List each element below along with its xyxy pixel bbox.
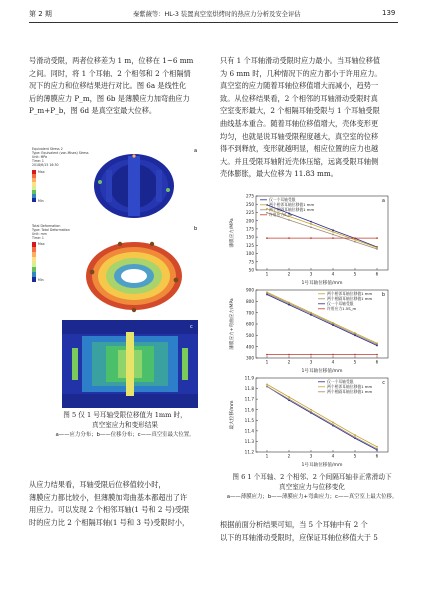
- data-point: [332, 324, 334, 326]
- y-axis-label: 薄膜应力+弯曲应力/MPa: [230, 298, 235, 350]
- x-tick-label: 3: [309, 453, 313, 459]
- data-point: [332, 234, 334, 236]
- y-tick-label: 125: [246, 242, 254, 248]
- data-point: [332, 422, 334, 424]
- data-point: [266, 212, 268, 214]
- legend-label: 许用应力1.5S_m: [327, 306, 357, 311]
- text-line: P_m+P_b，图 6d 是真空室最大位移。: [29, 106, 157, 116]
- y-tick-label: 175: [246, 226, 254, 232]
- text-line: 从应力结果看，耳轴受限后位移值较小时，: [29, 480, 166, 489]
- y-tick-label: 11.6: [244, 407, 254, 413]
- deformation-colorbar: [32, 242, 36, 282]
- data-point: [376, 354, 378, 356]
- data-point: [354, 241, 356, 243]
- max-displacement-image: [62, 320, 198, 408]
- data-point: [376, 237, 378, 239]
- data-point: [266, 354, 268, 356]
- deformation-contour-image: [30, 222, 202, 318]
- colorbar-min-label: Min: [38, 199, 44, 203]
- panel-label: a: [194, 148, 198, 154]
- legend-label: 仅一个耳轴受限: [327, 301, 354, 306]
- y-tick-label: 11.7: [244, 396, 254, 402]
- legend-label: 两个相邻耳轴位移值1 mm: [327, 291, 373, 296]
- data-point: [332, 354, 334, 356]
- issue-number: 第 2 期: [29, 10, 52, 18]
- x-tick-label: 4: [331, 271, 335, 277]
- panel-label: b: [381, 292, 385, 298]
- data-point: [288, 237, 290, 239]
- y-tick-label: 600: [246, 321, 254, 327]
- legend-title-line: Unit: MPa: [32, 155, 48, 159]
- legend-title-line: Total Deformation: [32, 224, 61, 228]
- text-line: 壳体膨胀，最大位移为 11.83 mm。: [220, 169, 338, 179]
- text-line: 曲线基本重合。随着耳轴位移值增大，壳体变形更: [220, 118, 379, 128]
- page-number: 139: [382, 9, 396, 17]
- stress-contour-image: [30, 144, 202, 222]
- legend-label: 许用应力S_m: [269, 212, 293, 217]
- data-point: [332, 231, 334, 233]
- x-tick-label: 6: [375, 359, 379, 365]
- data-point: [310, 409, 312, 411]
- y-tick-label: 50: [248, 267, 254, 273]
- data-point: [288, 398, 290, 400]
- text-line: 致。从位移结果看，2 个相邻的耳轴滑动受限时真: [220, 93, 378, 103]
- data-point: [376, 248, 378, 250]
- running-title: 秦紫薇等：HL-3 装置真空室烘烤时的热应力分析及安全评估: [133, 11, 301, 18]
- data-point: [266, 237, 268, 239]
- x-axis-label: 1号耳轴位移值/mm: [301, 463, 343, 468]
- vacuum-vessel-stress-model: [94, 154, 174, 218]
- fig6-caption: [224, 472, 400, 502]
- right-bottom-paragraph: [220, 519, 400, 544]
- legend-title-line: Time: 1: [32, 236, 44, 240]
- x-tick-label: 5: [353, 271, 357, 277]
- running-header: [0, 0, 427, 27]
- caption-line: 图 5 仅 1 号耳轴受限位移值为 1mm 时，: [63, 411, 187, 419]
- fig6-panel-c: [226, 374, 396, 468]
- legend-label: 两个相隔耳轴位移值1 mm: [269, 207, 315, 212]
- text-line: 根据前面分析结果可知，当 5 个耳轴中有 2 个: [220, 520, 368, 529]
- data-point: [310, 223, 312, 225]
- text-line: 大。并且受限耳轴附近壳体压缩，远离受限耳轴侧: [220, 156, 379, 166]
- text-line: 真空室的应力随着耳轴位移值增大而减小，趋势一: [220, 81, 379, 91]
- data-point: [354, 239, 356, 241]
- y-tick-label: 900: [246, 287, 254, 293]
- data-point: [354, 334, 356, 336]
- caption-line: 真空室应力和变形结果: [92, 421, 158, 429]
- data-point: [266, 383, 268, 385]
- panel-label: b: [194, 226, 198, 232]
- fig5-panel-a: [30, 144, 202, 222]
- left-bottom-paragraph: [29, 479, 210, 529]
- data-point: [288, 354, 290, 356]
- y-tick-label: 300: [246, 355, 254, 361]
- caption-line: 图 6 1 个耳轴、2 个相邻、2 个间隔耳轴非正常滑动下: [232, 473, 392, 481]
- data-point: [332, 229, 334, 231]
- text-line: 用应力。可以发现 2 个相邻耳轴(1 号和 2 号)受限: [29, 505, 190, 515]
- text-line: 之间。同时，将 1 个耳轴、2 个相邻和 2 个相隔情: [29, 68, 191, 78]
- legend-title-line: Type: Total Deformation: [32, 228, 70, 232]
- x-tick-label: 6: [375, 453, 379, 459]
- data-point: [266, 386, 268, 388]
- text-line: 况下的应力和位移结果进行对比。图 6a 是线性化: [29, 81, 187, 91]
- y-tick-label: 150: [246, 234, 254, 240]
- data-point: [354, 436, 356, 438]
- legend-title-line: Unit: mm: [32, 232, 47, 236]
- legend-title-line: Type: Equivalent (von-Mises) Stress: [32, 151, 89, 155]
- header-rule: [29, 22, 398, 23]
- y-tick-label: 400: [246, 344, 254, 350]
- text-line: 得不到释放，变形就越明显，相应位置的应力也越: [220, 144, 379, 154]
- data-point: [354, 354, 356, 356]
- text-line: 号滑动受限，两者位移差为 1 m，位移在 1~6 mm: [29, 56, 194, 65]
- data-point: [310, 221, 312, 223]
- x-tick-label: 3: [309, 359, 313, 365]
- x-tick-label: 6: [375, 271, 379, 277]
- y-tick-label: 275: [246, 193, 254, 199]
- text-line: 均匀，也就是说耳轴受限程度越大，真空室的位移: [220, 131, 379, 141]
- legend-label: 两个相邻耳轴位移值1 mm: [327, 384, 373, 389]
- x-tick-label: 4: [331, 453, 335, 459]
- x-tick-label: 1: [265, 359, 269, 365]
- panel-label: c: [382, 380, 385, 386]
- legend-title-line: 2018/6/15 16:30: [32, 163, 59, 167]
- fig6-panel-b: [226, 286, 396, 374]
- x-axis-label: 1号耳轴位移值/mm: [301, 281, 343, 286]
- y-tick-label: 75: [248, 259, 254, 265]
- data-point: [376, 345, 378, 347]
- caption-subcaption: a——薄膜应力；b——薄膜应力+弯曲应力；c——真空室上最大位移。: [226, 494, 398, 500]
- panel-label: a: [381, 198, 385, 204]
- legend-label: 仅一个耳轴受限: [327, 379, 354, 384]
- x-tick-label: 5: [353, 359, 357, 365]
- left-top-paragraph: [29, 55, 210, 118]
- data-point: [310, 237, 312, 239]
- legend-title-line: Equivalent Stress 2: [32, 147, 63, 151]
- text-line: 只有 1 个耳轴滑动受限时应力最小。当耳轴位移值: [220, 56, 381, 65]
- max-displacement-chart: [226, 374, 396, 468]
- data-point: [354, 434, 356, 436]
- text-line: 薄膜应力都比较小，但薄膜加弯曲基本都超出了许: [29, 492, 188, 502]
- panel-label: c: [190, 324, 193, 330]
- legend-label: 两个相隔耳轴位移值1 mm: [327, 296, 373, 301]
- y-tick-label: 500: [246, 332, 254, 338]
- legend-label: 仅一个耳轴受限: [269, 197, 296, 202]
- colorbar-max-label: Max: [38, 242, 45, 246]
- y-axis-label: 最大位移/mm: [230, 400, 235, 430]
- x-tick-label: 4: [331, 359, 335, 365]
- data-point: [288, 396, 290, 398]
- data-point: [376, 448, 378, 450]
- caption-line: 真空室应力与位移变化: [279, 483, 345, 491]
- text-line: 时的应力比 2 个相隔耳轴(1 号和 3 号)受限时小，: [29, 517, 190, 527]
- y-tick-label: 11.8: [244, 386, 254, 392]
- y-tick-label: 225: [246, 210, 254, 216]
- y-tick-label: 200: [246, 218, 254, 224]
- x-tick-label: 1: [265, 271, 269, 277]
- fig5-panel-b: [30, 222, 202, 318]
- data-point: [332, 424, 334, 426]
- x-tick-label: 1: [265, 453, 269, 459]
- fig5-caption: [40, 410, 210, 440]
- data-point: [310, 354, 312, 356]
- x-tick-label: 2: [287, 271, 291, 277]
- y-tick-label: 100: [246, 251, 254, 257]
- caption-subcaption: a——应力分布；b——位移分布；c——真空室最大位置。: [55, 432, 195, 438]
- data-point: [376, 446, 378, 448]
- data-point: [310, 226, 312, 228]
- y-tick-label: 700: [246, 310, 254, 316]
- legend-label: 两个相隔耳轴位移值1 mm: [327, 389, 373, 394]
- x-tick-label: 2: [287, 359, 291, 365]
- x-tick-label: 5: [353, 453, 357, 459]
- fig5-panel-c: [62, 320, 198, 408]
- data-point: [288, 219, 290, 221]
- stress-colorbar: [32, 170, 36, 202]
- data-point: [266, 294, 268, 296]
- y-tick-label: 800: [246, 298, 254, 304]
- y-tick-label: 250: [246, 201, 254, 207]
- text-line: 后的薄膜应力 P_m，图 6b 是薄膜应力加弯曲应力: [29, 93, 190, 103]
- x-tick-label: 2: [287, 453, 291, 459]
- legend-label: 两个相邻耳轴位移值1 mm: [269, 202, 315, 207]
- x-tick-label: 3: [309, 271, 313, 277]
- fig6-panel-a: [226, 192, 396, 286]
- y-tick-label: 11.9: [244, 375, 254, 381]
- y-axis-label: 薄膜应力/MPa: [230, 218, 235, 248]
- y-tick-label: 11.5: [244, 417, 254, 423]
- text-line: 空室变形最大，2 个相隔耳轴受限与 1 个耳轴受限: [220, 106, 380, 116]
- right-top-paragraph: [220, 55, 400, 181]
- data-point: [332, 237, 334, 239]
- colorbar-min-label: Min: [38, 278, 44, 282]
- text-line: 以下的耳轴滑动受限时，应保证耳轴位移值大于 5: [220, 532, 378, 542]
- data-point: [288, 304, 290, 306]
- x-axis-label: 1号耳轴位移值/mm: [301, 369, 343, 374]
- legend-title-line: Time: 1: [32, 159, 44, 163]
- text-line: 为 6 mm 时，几种情况下的应力都小于许用应力。: [220, 68, 382, 78]
- membrane-bending-stress-chart: [226, 286, 396, 374]
- y-tick-label: 11.2: [244, 449, 254, 455]
- colorbar-max-label: Max: [38, 170, 45, 174]
- data-point: [354, 237, 356, 239]
- y-tick-label: 11.3: [244, 439, 254, 445]
- y-tick-label: 11.4: [244, 428, 254, 434]
- membrane-stress-chart: [226, 192, 396, 286]
- data-point: [310, 411, 312, 413]
- data-point: [310, 314, 312, 316]
